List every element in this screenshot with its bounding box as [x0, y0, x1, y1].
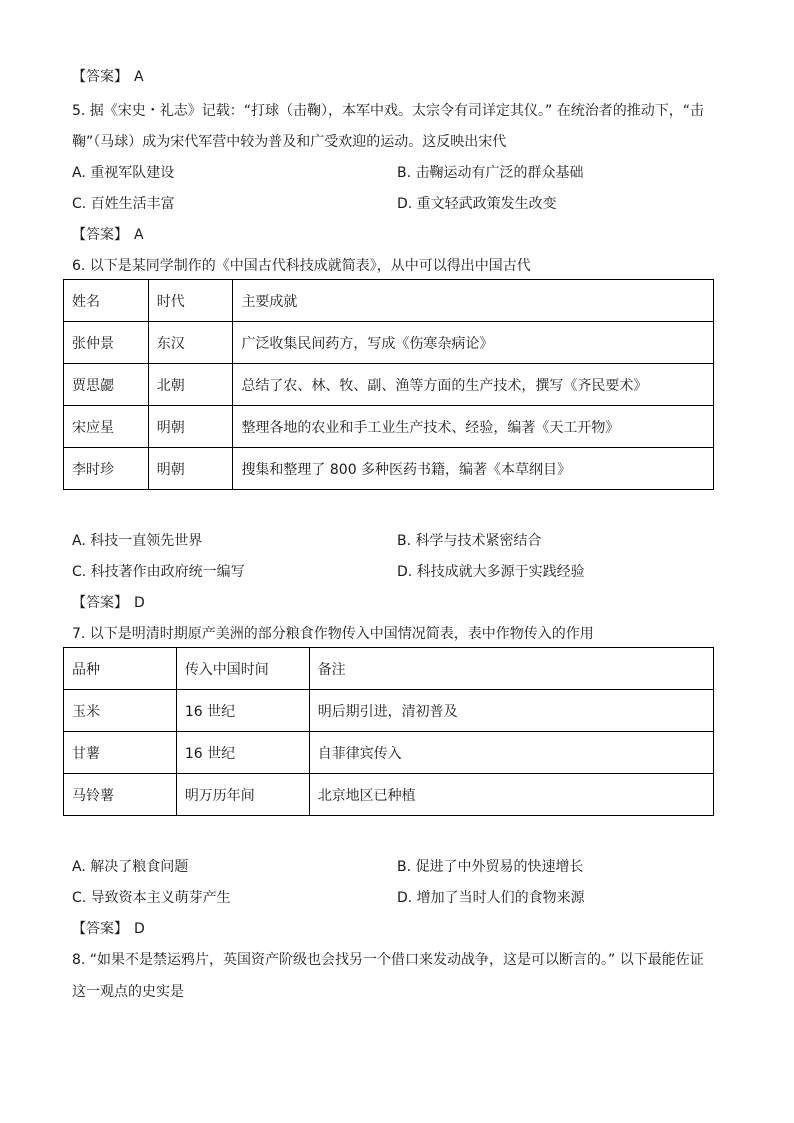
- q5-option-c: C. 百姓生活丰富: [72, 196, 175, 212]
- q6-option-c: C. 科技著作由政府统一编写: [72, 564, 245, 580]
- table-header-cell: 传入中国时间: [176, 648, 309, 690]
- q7-stem: 7. 以下是明清时期原产美洲的部分粮食作物传入中国情况简表，表中作物传入的作用: [72, 626, 594, 642]
- q7-option-c: C. 导致资本主义萌芽产生: [72, 890, 231, 906]
- q7-answer: [72, 918, 145, 938]
- q8-stem-line2: 这一观点的史实是: [72, 984, 184, 1000]
- table-row: [64, 732, 714, 774]
- table-cell: 广泛收集民间药方，写成《伤寒杂病论》: [233, 322, 714, 364]
- answer-value: A: [134, 69, 144, 85]
- q6-option-a: A. 科技一直领先世界: [72, 533, 203, 549]
- q5-option-b: B. 击鞠运动有广泛的群众基础: [397, 165, 584, 181]
- table-cell: 明后期引进，清初普及: [309, 690, 713, 732]
- table-cell: 宋应星: [64, 406, 149, 448]
- q6-stem: 6. 以下是某同学制作的《中国古代科技成就简表》，从中可以得出中国古代: [72, 258, 531, 274]
- q7-option-d: D. 增加了当时人们的食物来源: [397, 890, 585, 906]
- table-cell: 整理各地的农业和手工业生产技术、经验，编著《天工开物》: [233, 406, 714, 448]
- answer-label: 【答案】: [72, 921, 128, 937]
- q5-option-a: A. 重视军队建设: [72, 165, 175, 181]
- table-cell: 自菲律宾传入: [309, 732, 713, 774]
- answer-label: 【答案】: [72, 595, 128, 611]
- table-cell: 甘薯: [64, 732, 177, 774]
- table-cell: 搜集和整理了 800 多种医药书籍，编著《本草纲目》: [233, 448, 714, 490]
- q5-stem-line1: 5. 据《宋史・礼志》记载：“打球（击鞠），本军中戏。太宗令有司详定其仪。” 在统治者的推动下，“击: [72, 103, 705, 119]
- table-header-cell: 备注: [309, 648, 713, 690]
- answer-value: D: [134, 595, 145, 611]
- table-cell: 明朝: [148, 448, 233, 490]
- table-row: [64, 448, 714, 490]
- table-row: [64, 774, 714, 816]
- table-header-row: [64, 280, 714, 322]
- table-row: [64, 406, 714, 448]
- q4-answer: [72, 66, 144, 86]
- answer-value: A: [134, 227, 144, 243]
- table-row: [64, 364, 714, 406]
- answer-label: 【答案】: [72, 69, 128, 85]
- table-header-cell: 时代: [148, 280, 233, 322]
- table-row: [64, 322, 714, 364]
- q5-option-d: D. 重文轻武政策发生改变: [397, 196, 557, 212]
- table-header-row: [64, 648, 714, 690]
- q5-stem-line2: 鞠”（马球）成为宋代军营中较为普及和广受欢迎的运动。这反映出宋代: [72, 134, 507, 150]
- q6-option-d: D. 科技成就大多源于实践经验: [397, 564, 585, 580]
- table-cell: 李时珍: [64, 448, 149, 490]
- table-cell: 马铃薯: [64, 774, 177, 816]
- q6-table: [63, 279, 714, 490]
- answer-label: 【答案】: [72, 227, 128, 243]
- table-cell: 贾思勰: [64, 364, 149, 406]
- table-cell: 明万历年间: [176, 774, 309, 816]
- table-row: [64, 690, 714, 732]
- table-cell: 北京地区已种植: [309, 774, 713, 816]
- q6-option-b: B. 科学与技术紧密结合: [397, 533, 542, 549]
- table-header-cell: 主要成就: [233, 280, 714, 322]
- q6-answer: [72, 592, 145, 612]
- q7-table: [63, 647, 714, 816]
- table-cell: 16 世纪: [176, 690, 309, 732]
- table-header-cell: 姓名: [64, 280, 149, 322]
- q8-stem-line1: 8. “如果不是禁运鸦片，英国资产阶级也会找另一个借口来发动战争，这是可以断言的。” 以下最能佐证: [72, 952, 704, 968]
- table-cell: 总结了农、林、牧、副、渔等方面的生产技术，撰写《齐民要术》: [233, 364, 714, 406]
- answer-value: D: [134, 921, 145, 937]
- q7-option-a: A. 解决了粮食问题: [72, 859, 189, 875]
- q7-option-b: B. 促进了中外贸易的快速增长: [397, 859, 584, 875]
- table-cell: 东汉: [148, 322, 233, 364]
- table-header-cell: 品种: [64, 648, 177, 690]
- table-cell: 北朝: [148, 364, 233, 406]
- table-cell: 张仲景: [64, 322, 149, 364]
- table-cell: 玉米: [64, 690, 177, 732]
- table-cell: 明朝: [148, 406, 233, 448]
- q5-answer: [72, 224, 144, 244]
- table-cell: 16 世纪: [176, 732, 309, 774]
